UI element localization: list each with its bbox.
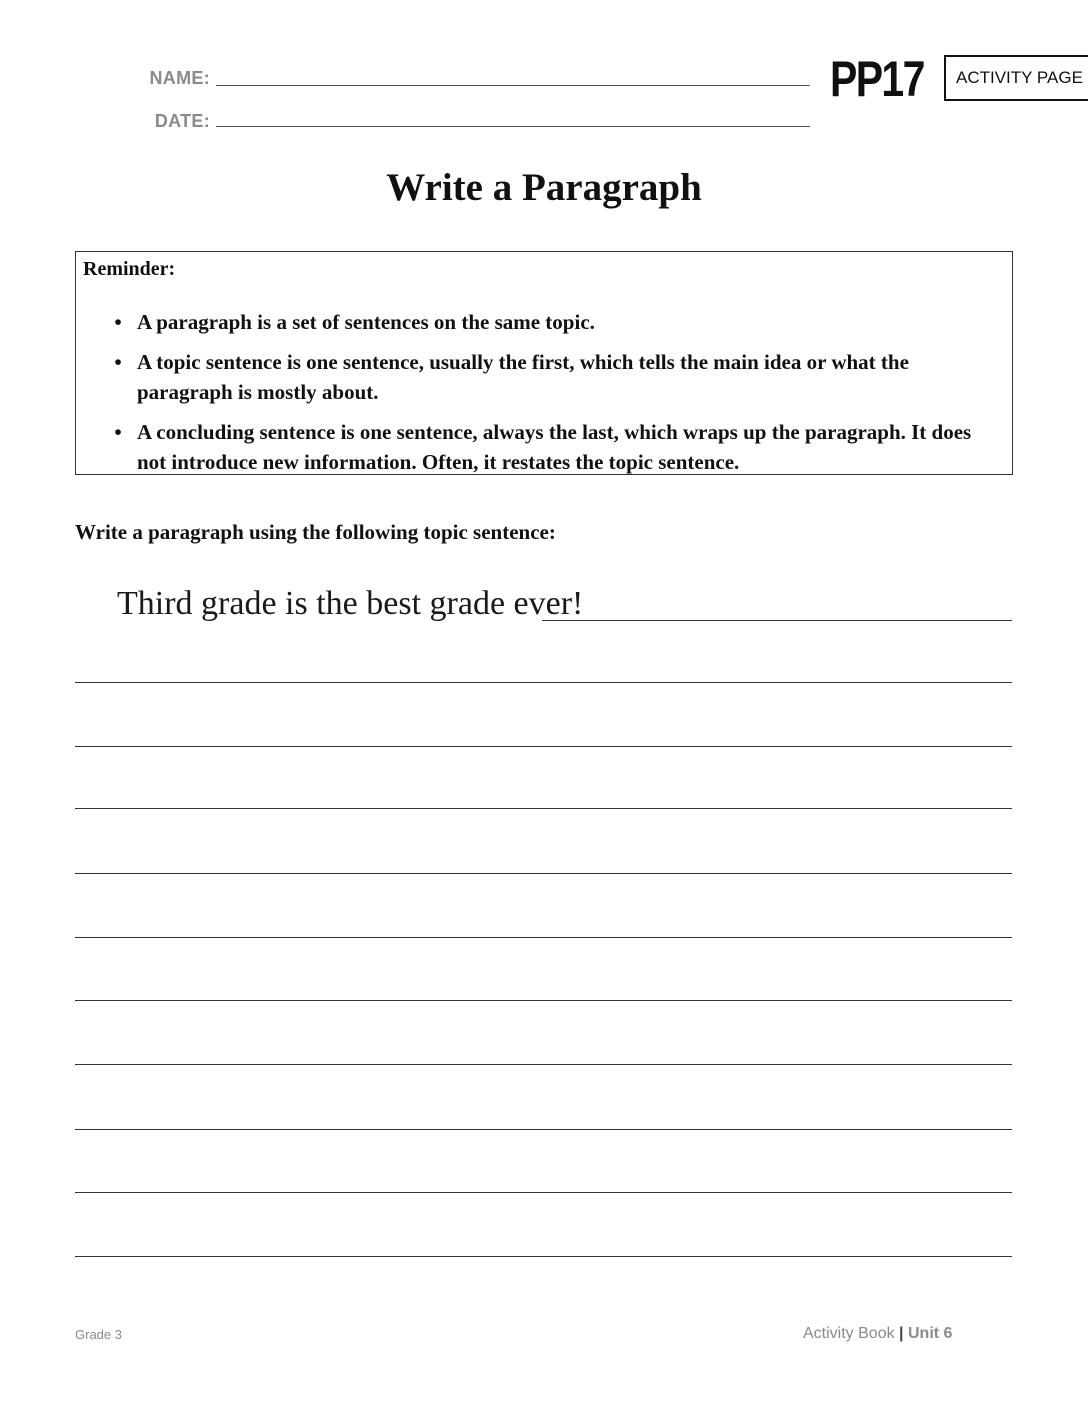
bullet-icon: •	[114, 350, 122, 374]
writing-line-3[interactable]	[75, 808, 1012, 809]
name-input-line[interactable]	[216, 85, 810, 86]
page-title: Write a Paragraph	[386, 166, 702, 209]
footer-grade: Grade 3	[75, 1327, 122, 1342]
writing-line-5[interactable]	[75, 937, 1012, 938]
reminder-box	[75, 251, 1013, 475]
name-label: NAME:	[149, 68, 210, 88]
topic-sentence: Third grade is the best grade ever!	[117, 585, 584, 622]
bullet-icon: •	[114, 310, 122, 334]
reminder-bullet-text: A paragraph is a set of sentences on the same topic.	[137, 310, 595, 334]
writing-line-topic[interactable]	[542, 620, 1012, 621]
date-label: DATE:	[154, 111, 210, 131]
instruction-text: Write a paragraph using the following topic sentence:	[75, 520, 556, 544]
writing-line-9[interactable]	[75, 1192, 1012, 1193]
bullet-icon: •	[114, 420, 122, 444]
writing-line-4[interactable]	[75, 873, 1012, 874]
footer-unit: Unit 6	[907, 1325, 953, 1342]
activity-page-tag	[944, 55, 1088, 101]
writing-line-2[interactable]	[75, 746, 1012, 747]
footer-separator: |	[899, 1325, 904, 1342]
reminder-bullet-text: A concluding sentence is one sentence, always the last, which wraps up the paragraph. It does not introduce new information. Often, it restates the topic sentence.	[137, 420, 972, 474]
reminder-bullet-text: A topic sentence is one sentence, usually the first, which tells the main idea or what the paragraph is mostly about.	[137, 350, 909, 404]
activity-page-label: ACTIVITY PAGE	[956, 68, 1083, 87]
reminder-bullet-3	[108, 417, 1003, 477]
footer-book-unit	[803, 1325, 952, 1343]
footer-book: Activity Book	[803, 1325, 895, 1342]
reminder-bullet-2	[108, 347, 998, 407]
reminder-label: Reminder:	[83, 258, 176, 280]
writing-line-1[interactable]	[75, 682, 1012, 683]
writing-line-6[interactable]	[75, 1000, 1012, 1001]
writing-line-10[interactable]	[75, 1256, 1012, 1257]
reminder-bullet-1	[108, 307, 998, 337]
writing-line-8[interactable]	[75, 1129, 1012, 1130]
page-code: PP17	[830, 51, 924, 107]
writing-line-7[interactable]	[75, 1064, 1012, 1065]
date-input-line[interactable]	[216, 126, 810, 127]
